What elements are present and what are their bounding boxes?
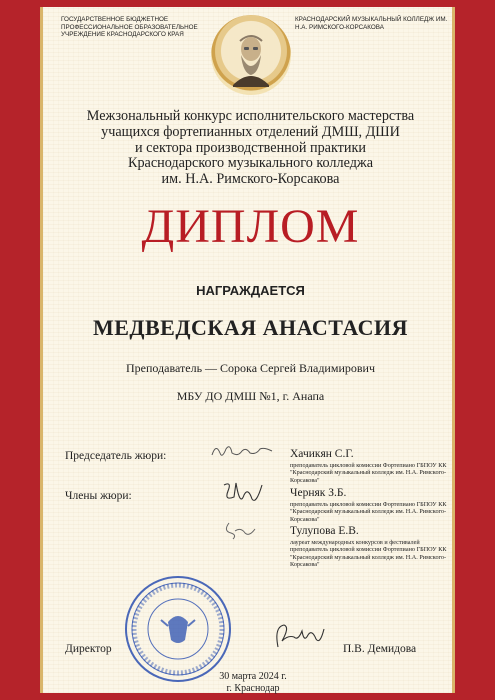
issue-date-place (193, 671, 313, 695)
director-name: П.В. Демидова (343, 643, 417, 655)
portrait-icon (211, 15, 291, 95)
composer-portrait-medallion (211, 15, 291, 95)
header-left-institution: ГОСУДАРСТВЕННОЕ БЮДЖЕТНОЕ ПРОФЕССИОНАЛЬНОЕ ОБРАЗОВАТЕЛЬНОЕ УЧРЕЖДЕНИЕ КРАСНОДАРСКОГО КРАЯ (61, 16, 198, 39)
school-line: МБУ ДО ДМШ №1, г. Анапа (176, 389, 325, 403)
director-label: Директор (65, 643, 112, 655)
contest-line-2: учащихся фортепианных отделений ДМШ, ДШИ (101, 123, 400, 140)
jury-member1-desc: преподаватель цикловой комиссии Фортепиано ГБПОУ КК "Краснодарский музыкальный колледж им. Н.А. Римского-Корсакова" (290, 501, 447, 523)
jury-member2-desc: лауреат международных конкурсов и фестивалей преподаватель цикловой комиссии Фортепиано ГБПОУ КК "Краснодарский музыкальный колледж им. Н.А. Римского-Корсакова" (290, 539, 447, 568)
diploma-heading: ДИПЛОМ (141, 200, 360, 253)
header-right-college: КРАСНОДАРСКИЙ МУЗЫКАЛЬНЫЙ КОЛЛЕДЖ ИМ. Н.А. РИМСКОГО-КОРСАКОВА (295, 16, 448, 31)
chair-signature (208, 439, 278, 463)
jury-member1-name: Черняк З.Б. (290, 487, 347, 499)
contest-title (53, 109, 448, 188)
contest-line-1: Межзональный конкурс исполнительского мастерства (86, 108, 415, 124)
contest-line-4: Краснодарского музыкального колледжа (127, 155, 374, 172)
official-seal-stamp (123, 574, 233, 684)
jury-members-label: Члены жюри: (65, 490, 132, 502)
recipient-name: МЕДВЕДСКАЯ АНАСТАСИЯ (92, 315, 409, 340)
jury-member2-name: Тулупова Е.В. (290, 525, 359, 537)
diploma-sheet (40, 7, 455, 693)
jury-chair-desc: преподаватель цикловой комиссии Фортепиано ГБПОУ КК "Краснодарский музыкальный колледж им. Н.А. Римского-Корсакова" (290, 462, 447, 484)
member1-signature (218, 477, 268, 511)
issue-date: 30 марта 2024 г. (219, 671, 287, 682)
awarded-label: НАГРАЖДАЕТСЯ (196, 283, 305, 298)
jury-chair-label: Председатель жюри: (65, 450, 167, 462)
contest-line-5: им. Н.А. Римского-Корсакова (161, 171, 340, 188)
contest-line-3: и сектора производственной практики (135, 139, 366, 156)
member2-signature (221, 517, 261, 543)
issue-place: г. Краснодар (226, 683, 280, 694)
director-signature (268, 617, 328, 655)
jury-chair-name: Хачикян С.Г. (290, 448, 354, 460)
teacher-line: Преподаватель — Сорока Сергей Владимирович (125, 361, 375, 375)
